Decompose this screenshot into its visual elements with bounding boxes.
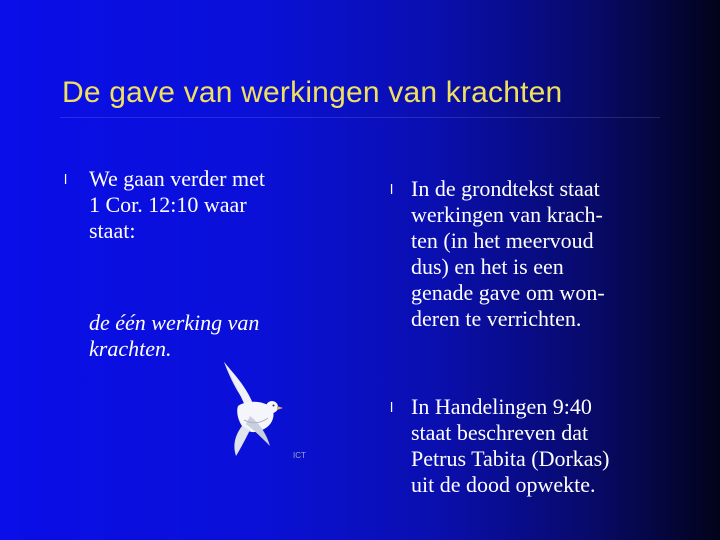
text-line: Petrus Tabita (Dorkas) bbox=[411, 446, 610, 471]
text-line: genade gave om won- bbox=[411, 280, 605, 305]
text-line: In Handelingen 9:40 bbox=[411, 394, 592, 419]
right-bullet-text-1 bbox=[411, 176, 605, 332]
right-bullet-text-2 bbox=[411, 394, 609, 498]
text-line: 1 Cor. 12:10 waar bbox=[89, 192, 247, 217]
bullet-marker: l bbox=[390, 399, 394, 415]
slide-title: De gave van werkingen van krachten bbox=[62, 76, 563, 109]
text-line: In de grondtekst staat bbox=[411, 176, 600, 201]
text-line: uit de dood opwekte. bbox=[411, 472, 596, 497]
bullet-marker: l bbox=[64, 171, 68, 187]
quote-line: krachten. bbox=[89, 336, 172, 361]
left-bullet-text bbox=[89, 166, 265, 244]
text-line: dus) en het is een bbox=[411, 254, 564, 279]
text-line: deren te verrichten. bbox=[411, 306, 582, 331]
bullet-marker: l bbox=[390, 181, 394, 197]
title-divider bbox=[60, 117, 660, 118]
scripture-quote bbox=[89, 310, 259, 362]
text-line: werkingen van krach- bbox=[411, 202, 603, 227]
text-line: We gaan verder met bbox=[89, 166, 265, 191]
dove-icon bbox=[216, 360, 286, 460]
quote-line: de één werking van bbox=[89, 310, 260, 335]
text-line: staat beschreven dat bbox=[411, 420, 589, 445]
clipart-label: ICT bbox=[293, 451, 306, 460]
text-line: staat: bbox=[89, 218, 136, 243]
text-line: ten (in het meervoud bbox=[411, 228, 594, 253]
